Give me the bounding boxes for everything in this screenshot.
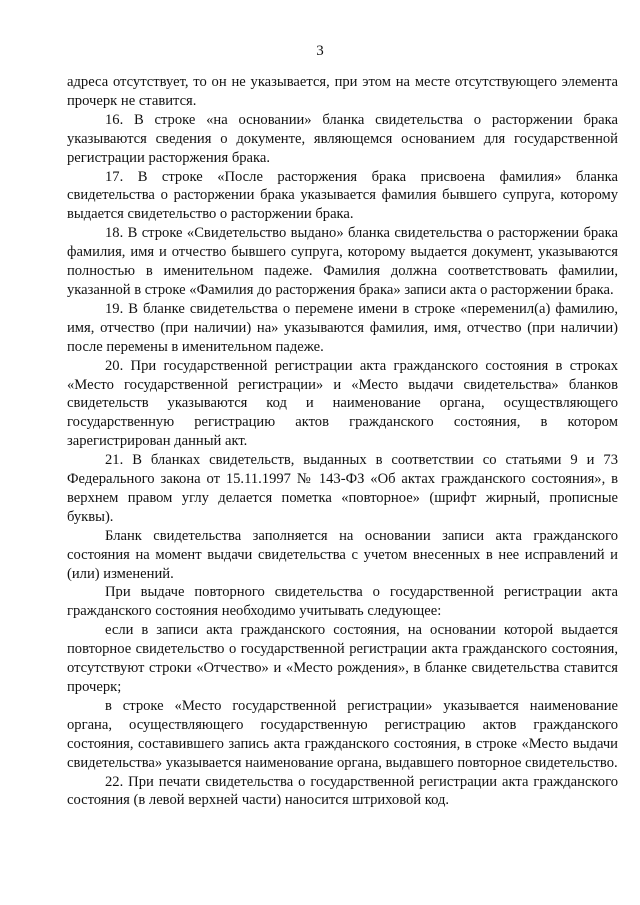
paragraph-21: 21. В бланках свидетельств, выданных в соответствии со статьями 9 и 73 Федерального закона от 15.11.1997 № 143-ФЗ «Об актах гражданского состояния», в верхнем правом углу делается пометка «повторное» (шрифт жирный, прописные буквы).	[67, 452, 618, 525]
paragraph-blank-filling: Бланк свидетельства заполняется на основании записи акта гражданского состояния на момент выдачи свидетельства с учетом внесенных в нее исправлений и (или) изменений.	[67, 527, 618, 582]
paragraph-registration-place: в строке «Место государственной регистрации» указывается наименование органа, осуществляющего государственную регистрацию актов гражданского состояния, составившего запись акта гражданского состояния, в строке «Место выдачи свидетельства» указывается наименование органа, выдавшего повторное свидетельство.	[67, 697, 618, 771]
paragraph-22: 22. При печати свидетельства о государственной регистрации акта гражданского состояния (в левой верхней части) наносится штриховой код.	[67, 773, 618, 809]
paragraph-16: 16. В строке «на основании» бланка свидетельства о расторжении брака указываются сведения о документе, являющемся основанием для государственной регистрации расторжения брака.	[67, 111, 618, 166]
page-number: 3	[316, 43, 324, 59]
document-body	[67, 73, 618, 810]
paragraph-20: 20. При государственной регистрации акта гражданского состояния в строках «Место государственной регистрации» и «Место выдачи свидетельства» бланков свидетельств указываются код и наименование органа, осуществляющего государственную регистрацию актов гражданского состояния, в котором зарегистрирован данный акт.	[67, 357, 618, 450]
paragraph-repeat-certificate: При выдаче повторного свидетельства о государственной регистрации акта гражданского состояния необходимо учитывать следующее:	[67, 584, 618, 620]
paragraph-missing-fields: если в записи акта гражданского состояния, на основании которой выдается повторное свидетельство о государственной регистрации акта гражданского состояния, отсутствуют строки «Отчество» и «Место рождения», в бланке свидетельства ставится прочерк;	[67, 622, 618, 695]
paragraph-18: 18. В строке «Свидетельство выдано» бланка свидетельства о расторжении брака фамилия, имя и отчество бывшего супруга, которому выдается документ, указываются полностью в именительном падеже. Фамилия должна соответствовать фамилии, указанной в строке «Фамилия до расторжения брака» записи акта о расторжении брака.	[67, 225, 618, 298]
paragraph-continuation: адреса отсутствует, то он не указывается, при этом на месте отсутствующего элемента прочерк не ставится.	[67, 74, 618, 109]
paragraph-17: 17. В строке «После расторжения брака присвоена фамилия» бланка свидетельства о расторжении брака указывается фамилия бывшего супруга, которому выдается свидетельство о расторжении брака.	[67, 168, 618, 223]
paragraph-19: 19. В бланке свидетельства о перемене имени в строке «переменил(а) фамилию, имя, отчество (при наличии) на» указываются фамилия, имя, отчество (при наличии) после перемены в именительном падеже.	[67, 300, 618, 355]
